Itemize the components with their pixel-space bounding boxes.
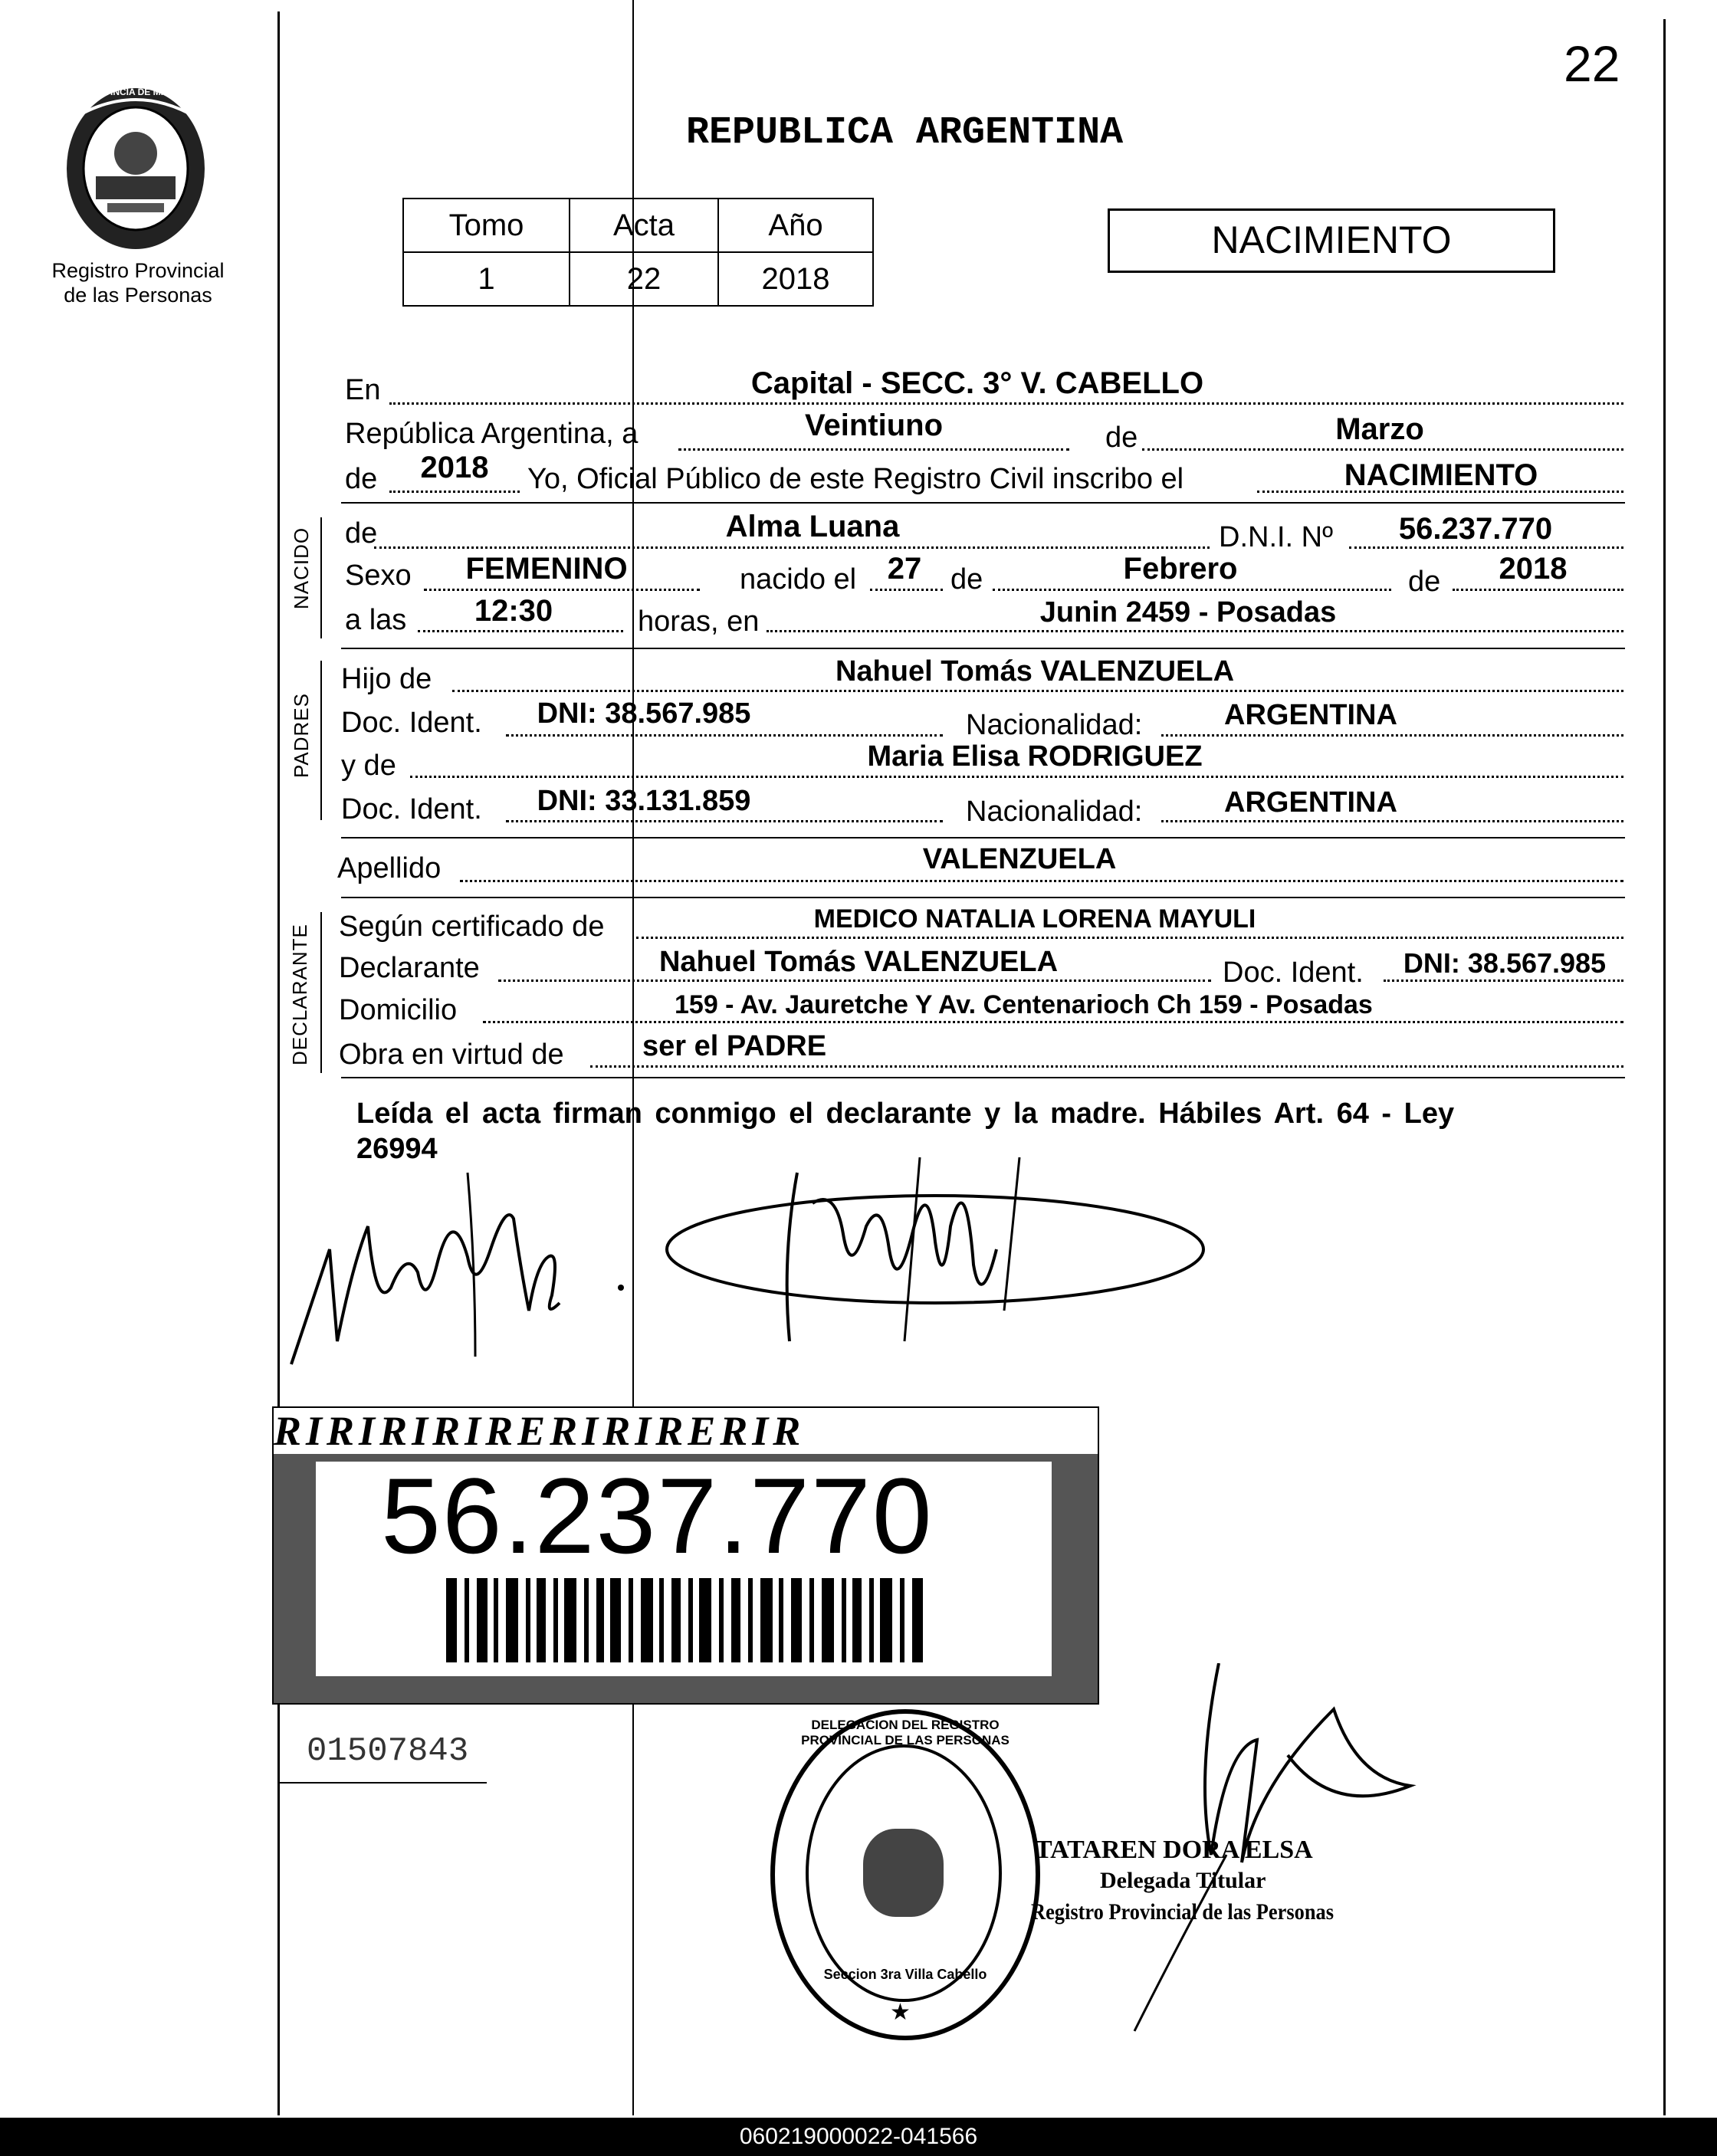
republica-label: República Argentina, a <box>345 418 639 450</box>
de-label: de <box>1105 422 1138 454</box>
dni-label: D.N.I. Nº <box>1219 521 1333 553</box>
obra-value: ser el PADRE <box>642 1030 827 1062</box>
anio-nacimiento: 2018 <box>1499 552 1568 586</box>
dia-nacimiento: 27 <box>887 552 922 586</box>
stamp-emblem <box>863 1829 944 1917</box>
right-border-line <box>1663 19 1666 2115</box>
de2-label: de <box>345 463 378 495</box>
tomo-value: 1 <box>403 252 570 306</box>
separator-4 <box>341 897 1625 898</box>
apellido-label: Apellido <box>337 852 442 884</box>
declarante-section-label: DECLARANTE <box>288 924 311 1065</box>
declarante-dots <box>498 980 1211 982</box>
declarante-label: Declarante <box>339 952 480 984</box>
closing-line2: 26994 <box>356 1133 438 1165</box>
madre-nac-dots <box>1161 820 1623 822</box>
sticker-number: 56.237.770 <box>381 1455 934 1576</box>
dni-nacido: 56.237.770 <box>1398 512 1553 546</box>
fold-line <box>632 0 634 2115</box>
nacido-de-label: de <box>345 517 378 550</box>
officer-role: Delegada Titular <box>1100 1868 1266 1893</box>
officer-name: TATAREN DORA ELSA <box>1035 1836 1313 1864</box>
province-logo <box>54 80 218 257</box>
madre-dots <box>410 776 1623 778</box>
sexo-dots <box>424 589 700 591</box>
padres-section-label: PADRES <box>290 693 313 778</box>
serial-underline <box>280 1782 487 1784</box>
madre-doc-dots <box>506 820 943 822</box>
dia-nac-dots <box>870 589 943 591</box>
acta-value: 22 <box>570 252 718 306</box>
padre-nac-dots <box>1161 734 1623 737</box>
dni-sticker <box>272 1406 1099 1705</box>
province-seal-icon <box>54 80 218 257</box>
padre-doc-label: Doc. Ident. <box>341 707 482 739</box>
logo-caption-line2: de las Personas <box>64 284 212 307</box>
apellido-value: VALENZUELA <box>922 843 1117 875</box>
en-label: En <box>345 374 381 406</box>
padre-nacionalidad: ARGENTINA <box>1224 699 1397 731</box>
anio-dots <box>389 491 520 493</box>
declarante-doc-dots <box>1384 980 1623 982</box>
dia-dots <box>678 448 1069 451</box>
tomo-label: Tomo <box>403 199 570 252</box>
lugar-nac-dots <box>767 630 1623 632</box>
lugar-inscripcion: Capital - SECC. 3° V. CABELLO <box>750 366 1204 400</box>
acto-inscripcion: NACIMIENTO <box>1344 458 1538 492</box>
apellido-dots <box>460 880 1623 882</box>
barcode-icon <box>446 1578 937 1662</box>
nacido-de-label3: de <box>1408 566 1441 598</box>
padre-nombre: Nahuel Tomás VALENZUELA <box>835 655 1235 687</box>
mes-dots <box>1142 448 1623 451</box>
mes-nacimiento: Febrero <box>1123 552 1238 586</box>
nombre-dots <box>374 546 1210 549</box>
stamp-star-icon: ★ <box>890 2000 911 2025</box>
madre-nac-label: Nacionalidad: <box>966 796 1143 828</box>
madre-nacionalidad: ARGENTINA <box>1224 786 1397 819</box>
sexo-label: Sexo <box>345 560 412 592</box>
sticker-pattern-band: RIRIRIRIRERIRIRERIR <box>274 1408 1098 1454</box>
dni-dots <box>1349 546 1623 549</box>
mes-inscripcion: Marzo <box>1335 412 1424 446</box>
separator-1 <box>341 502 1625 504</box>
mes-nac-dots <box>993 589 1391 591</box>
anio-label: Año <box>718 199 873 252</box>
logo-ring-text: PROVINCIA DE MISIONES <box>84 87 199 97</box>
certificado-label: Según certificado de <box>339 911 605 943</box>
en-dots <box>389 402 1623 405</box>
padre-nac-label: Nacionalidad: <box>966 709 1143 741</box>
madre-doc-label: Doc. Ident. <box>341 793 482 825</box>
padre-dots <box>452 690 1623 692</box>
domicilio-dots <box>483 1021 1623 1023</box>
officer-org: Registro Provincial de las Personas <box>1031 1899 1334 1925</box>
official-stamp <box>770 1709 1040 2040</box>
padres-bracket <box>320 661 322 820</box>
stamp-inner-text: Seccion 3ra Villa Cabello <box>823 1967 987 1982</box>
dia-inscripcion: Veintiuno <box>805 409 943 442</box>
madre-nombre: Maria Elisa RODRIGUEZ <box>867 740 1203 773</box>
page-number: 22 <box>1564 35 1620 92</box>
anio-inscripcion: 2018 <box>420 451 489 484</box>
y-de-label: y de <box>341 750 396 782</box>
nacido-section-label: NACIDO <box>290 527 313 609</box>
domicilio-value: 159 - Av. Jauretche Y Av. Centenarioch Ch 159 - Posadas <box>675 990 1373 1019</box>
obra-label: Obra en virtud de <box>339 1039 564 1071</box>
madre-signature <box>659 1142 1211 1372</box>
declarante-signature <box>284 1157 652 1380</box>
separator-5 <box>341 1077 1625 1078</box>
domicilio-label: Domicilio <box>339 994 458 1026</box>
declarante-nombre: Nahuel Tomás VALENZUELA <box>658 946 1059 978</box>
closing-line1: Leída el acta firman conmigo el declarante y la madre. Hábiles Art. 64 - Ley <box>356 1098 1455 1130</box>
left-margin-line <box>277 11 280 2115</box>
stamp-outer-text: DELEGACION DEL REGISTRO PROVINCIAL DE LAS PERSONAS <box>801 1718 1010 1747</box>
nacido-bracket <box>320 517 322 638</box>
declarante-doc-label: Doc. Ident. <box>1223 957 1364 989</box>
a-las-label: a las <box>345 604 407 636</box>
hijo-de-label: Hijo de <box>341 663 432 695</box>
tomo-acta-anio-table <box>402 198 874 307</box>
hora-nacimiento: 12:30 <box>474 594 553 628</box>
anio-nac-dots <box>1453 589 1623 591</box>
horas-en-label: horas, en <box>638 605 760 638</box>
lugar-nacimiento: Junin 2459 - Posadas <box>1039 596 1337 628</box>
sexo-nacido: FEMENINO <box>465 552 628 586</box>
serial-number: 01507843 <box>307 1732 469 1770</box>
padre-doc: DNI: 38.567.985 <box>537 697 751 730</box>
acta-label: Acta <box>570 199 718 252</box>
madre-doc: DNI: 33.131.859 <box>537 785 751 817</box>
hora-dots <box>418 630 623 632</box>
nacido-el-label: nacido el <box>740 563 857 596</box>
oficial-text: Yo, Oficial Público de este Registro Civil inscribo el <box>527 463 1184 495</box>
obra-dots <box>590 1065 1623 1068</box>
footer-code: 060219000022-041566 <box>0 2118 1717 2156</box>
separator-2 <box>341 648 1625 649</box>
separator-3 <box>341 837 1625 838</box>
declarante-doc: DNI: 38.567.985 <box>1403 947 1607 979</box>
nacido-de-label2: de <box>950 563 983 596</box>
document-title: REPUBLICA ARGENTINA <box>686 111 1124 155</box>
nombre-nacido: Alma Luana <box>725 510 900 543</box>
certificado-value: MEDICO NATALIA LORENA MAYULI <box>813 904 1256 934</box>
record-type: NACIMIENTO <box>1211 218 1452 261</box>
padre-doc-dots <box>506 734 943 737</box>
certificado-dots <box>636 937 1623 939</box>
declarante-bracket <box>320 912 322 1073</box>
logo-caption-line1: Registro Provincial <box>51 259 225 282</box>
anio-value: 2018 <box>718 252 873 306</box>
